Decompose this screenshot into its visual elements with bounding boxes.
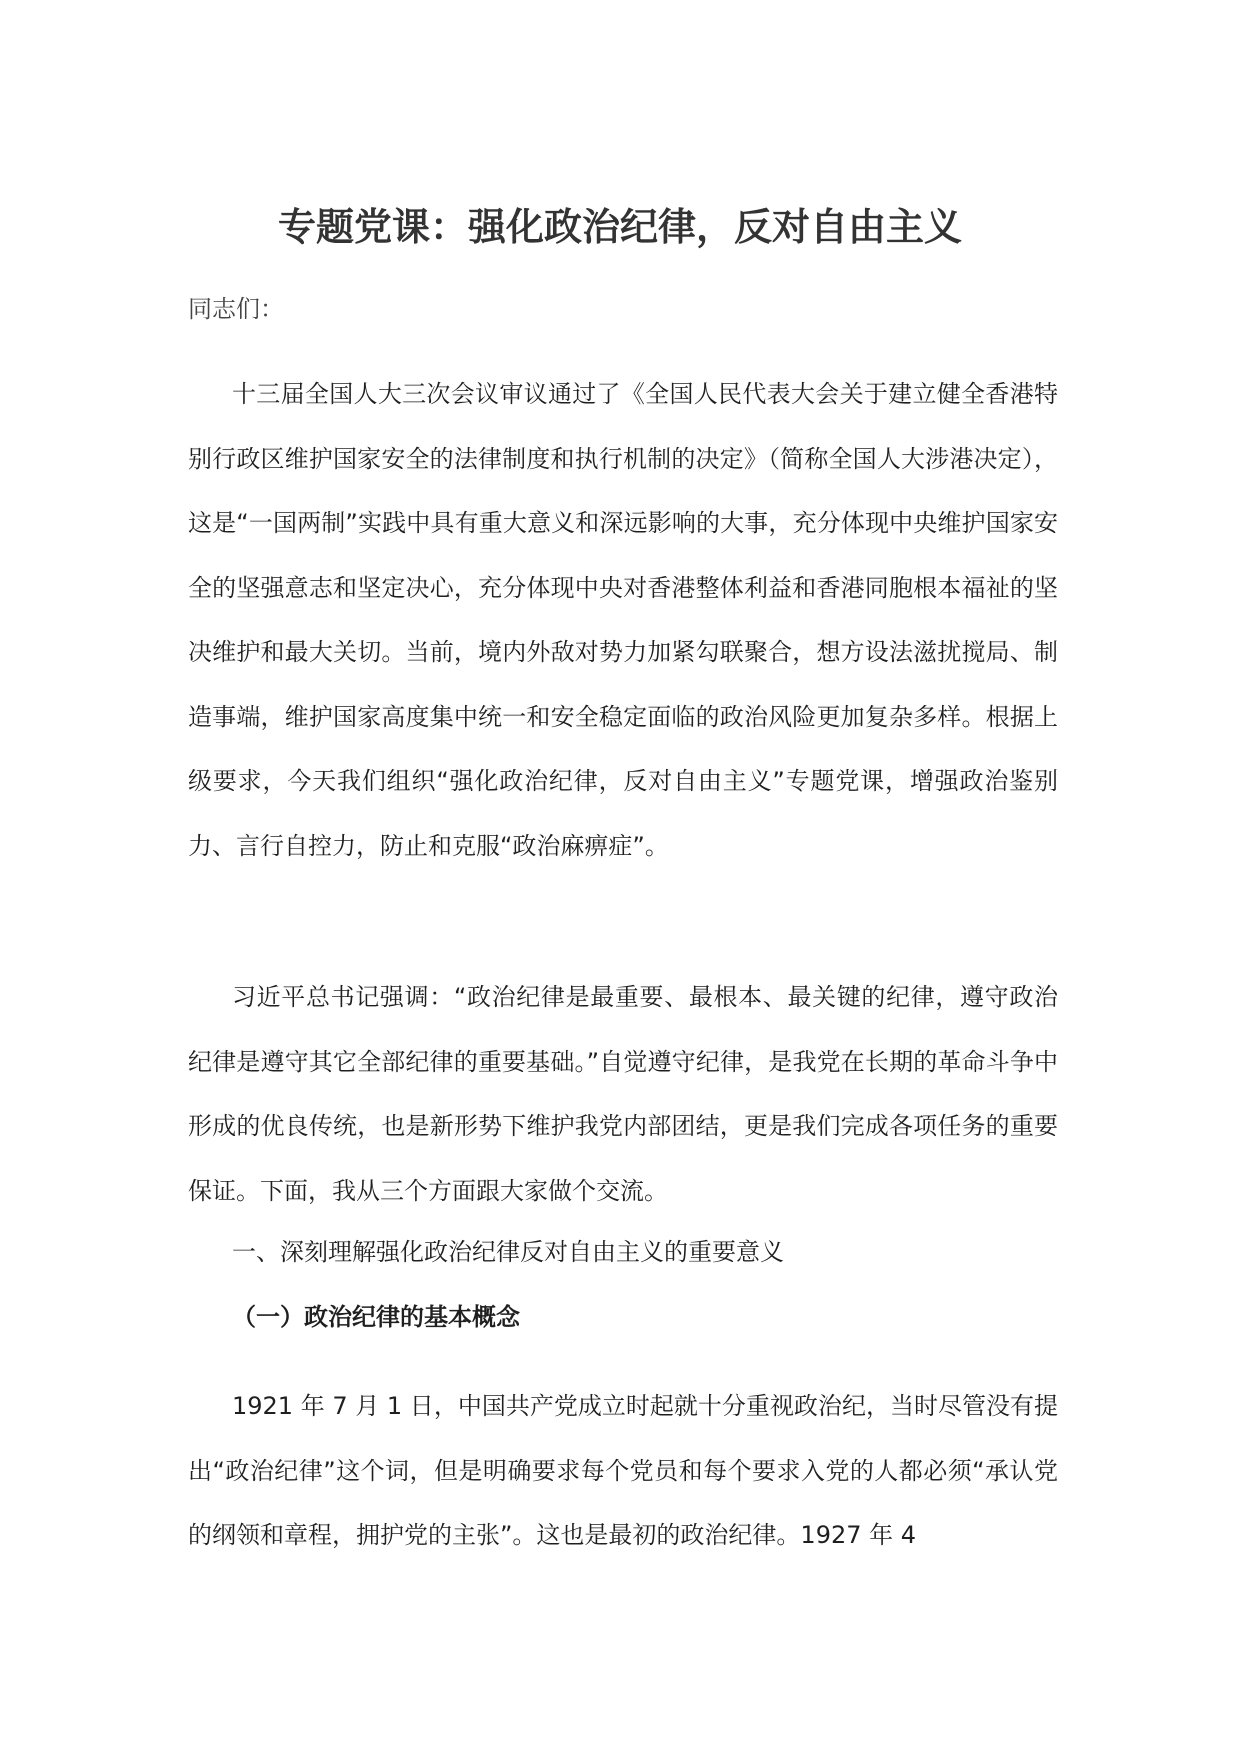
subsection-heading-1: （一）政治纪律的基本概念 [232,1303,520,1331]
section-heading-1: 一、深刻理解强化政治纪律反对自由主义的重要意义 [232,1238,784,1266]
salutation: 同志们： [188,295,284,323]
paragraph-quote: 习近平总书记强调：“政治纪律是最重要、最根本、最关键的纪律，遵守政治纪律是遵守其它全部纪律的重要基础。”自觉遵守纪律，是我党在长期的革命斗争中形成的优良传统，也是新形势下维护我党内部团结，更是我们完成各项任务的重要保证。下面，我从三个方面跟大家做个交流。 [188,983,1058,1205]
paragraph-history: 1921 年 7 月 1 日，中国共产党成立时起就十分重视政治纪，当时尽管没有提出“政治纪律”这个词，但是明确要求每个党员和每个要求入党的人都必须“承认党的纲领和章程，拥护党的主张”。这也是最初的政治纪律。1927 年 4 [188,1392,1058,1549]
document-title: 专题党课：强化政治纪律，反对自由主义 [277,205,962,249]
paragraph-intro: 十三届全国人大三次会议审议通过了《全国人民代表大会关于建立健全香港特别行政区维护国家安全的法律制度和执行机制的决定》（简称全国人大涉港决定），这是“一国两制”实践中具有重大意义和深远影响的大事，充分体现中央维护国家安全的坚强意志和坚定决心，充分体现中央对香港整体利益和香港同胞根本福祉的坚决维护和最大关切。当前，境内外敌对势力加紧勾联聚合，想方设法滋扰搅局、制造事端，维护国家高度集中统一和安全稳定面临的政治风险更加复杂多样。根据上级要求，今天我们组织“强化政治纪律，反对自由主义”专题党课，增强政治鉴别力、言行自控力，防止和克服“政治麻痹症”。 [188,380,1058,860]
